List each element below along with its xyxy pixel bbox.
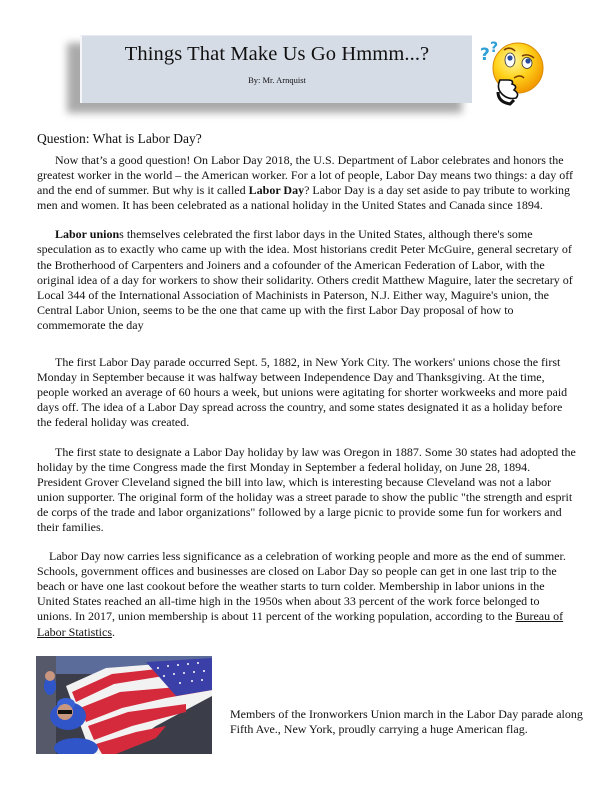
header-banner — [80, 35, 472, 103]
photo-caption: Members of the Ironworkers Union march in the Labor Day parade along Fifth Ave., New York, proudly carrying a huge American flag. — [230, 707, 583, 736]
bold-term: Labor union — [55, 227, 120, 242]
paragraph-first-parade: The first Labor Day parade occurred Sept. 5, 1882, in New York City. The workers' unions chose the first Monday in September because it was halfway between Independence Day and Thanksgiving. At the time, people worked an average of 60 hours a week, but unions were agitating for shorter workweeks and more paid days off. The idea of a Labor Day spread across the country, and some states designated it as a holiday before the federal holiday was created. — [37, 355, 568, 430]
bold-term: Labor Day — [248, 183, 305, 198]
paragraph-federal-holiday: The first state to designate a Labor Day holiday by law was Oregon in 1887. Some 30 states had adopted the holiday by the time Congress made the first Monday in September a federal holiday, on June 28, 1894. President Grover Cleveland signed the bill into law, which is interesting because Cleveland was not a labor union supporter. The original form of the holiday was a street parade to show the public "the strength and esprit de corps of the trade and labor organizations" followed by a large picnic to provide some fun for workers and their families. — [37, 444, 576, 534]
paragraph-today — [37, 549, 577, 640]
paragraph-intro — [37, 153, 577, 213]
question-mark-icon: ? — [490, 40, 499, 56]
text: . — [112, 624, 115, 639]
question-heading: Question: What is Labor Day? — [37, 131, 202, 146]
paragraph-origins — [37, 227, 577, 333]
bls-link[interactable]: Bureau of Labor Statistics — [37, 609, 564, 639]
text: s themselves celebrated the first labor days in the United States, although there's some speculation as to exactly who came up with the idea. Most historians credit Peter McGuire, general secretary of the Brotherhood of Carpenters and Joiners and a cofounder of the American Federation of Labor, with the original idea of a day for workers to show their solidarity. Others credit Matthew Maguire, later the secretary of Local 344 of the International Association of Machinists in Paterson, N.J. Either way, Maguire's union, the Central Labor Union, seems to be the one that came up with the first Labor Day proposal of how to commemorate the day — [37, 227, 573, 332]
parade-photo — [36, 656, 212, 754]
thinking-face-icon — [478, 36, 550, 108]
text: ? Labor Day is a day set aside to pay tribute to working men and women. It has been celebrated as a national holiday in the United States and Canada since 1894. — [37, 183, 571, 213]
question-mark-icon: ? — [480, 45, 490, 65]
article-body — [37, 131, 577, 654]
author-byline: By: Mr. Arnquist — [248, 75, 306, 85]
page-title: Things That Make Us Go Hmmm...? — [124, 43, 430, 65]
text: Labor Day now carries less significance as a celebration of working people and more as the end of summer. Schools, government offices and businesses are closed on Labor Day so people can get in one last trip to the beach or have one last cookout before the weather starts to turn colder. Membership in labor unions in the United States reached an all-time high in the 1950s when about 33 percent of the work force belonged to unions. In 2017, union membership is about 11 percent of the working population, according to the — [37, 549, 566, 624]
text: Now that’s a good question! On Labor Day 2018, the U.S. Department of Labor celebrates and honors the greatest worker in the world – the American worker. For a lot of people, Labor Day means two things: a day off and the end of summer. But why is it called — [37, 153, 573, 198]
